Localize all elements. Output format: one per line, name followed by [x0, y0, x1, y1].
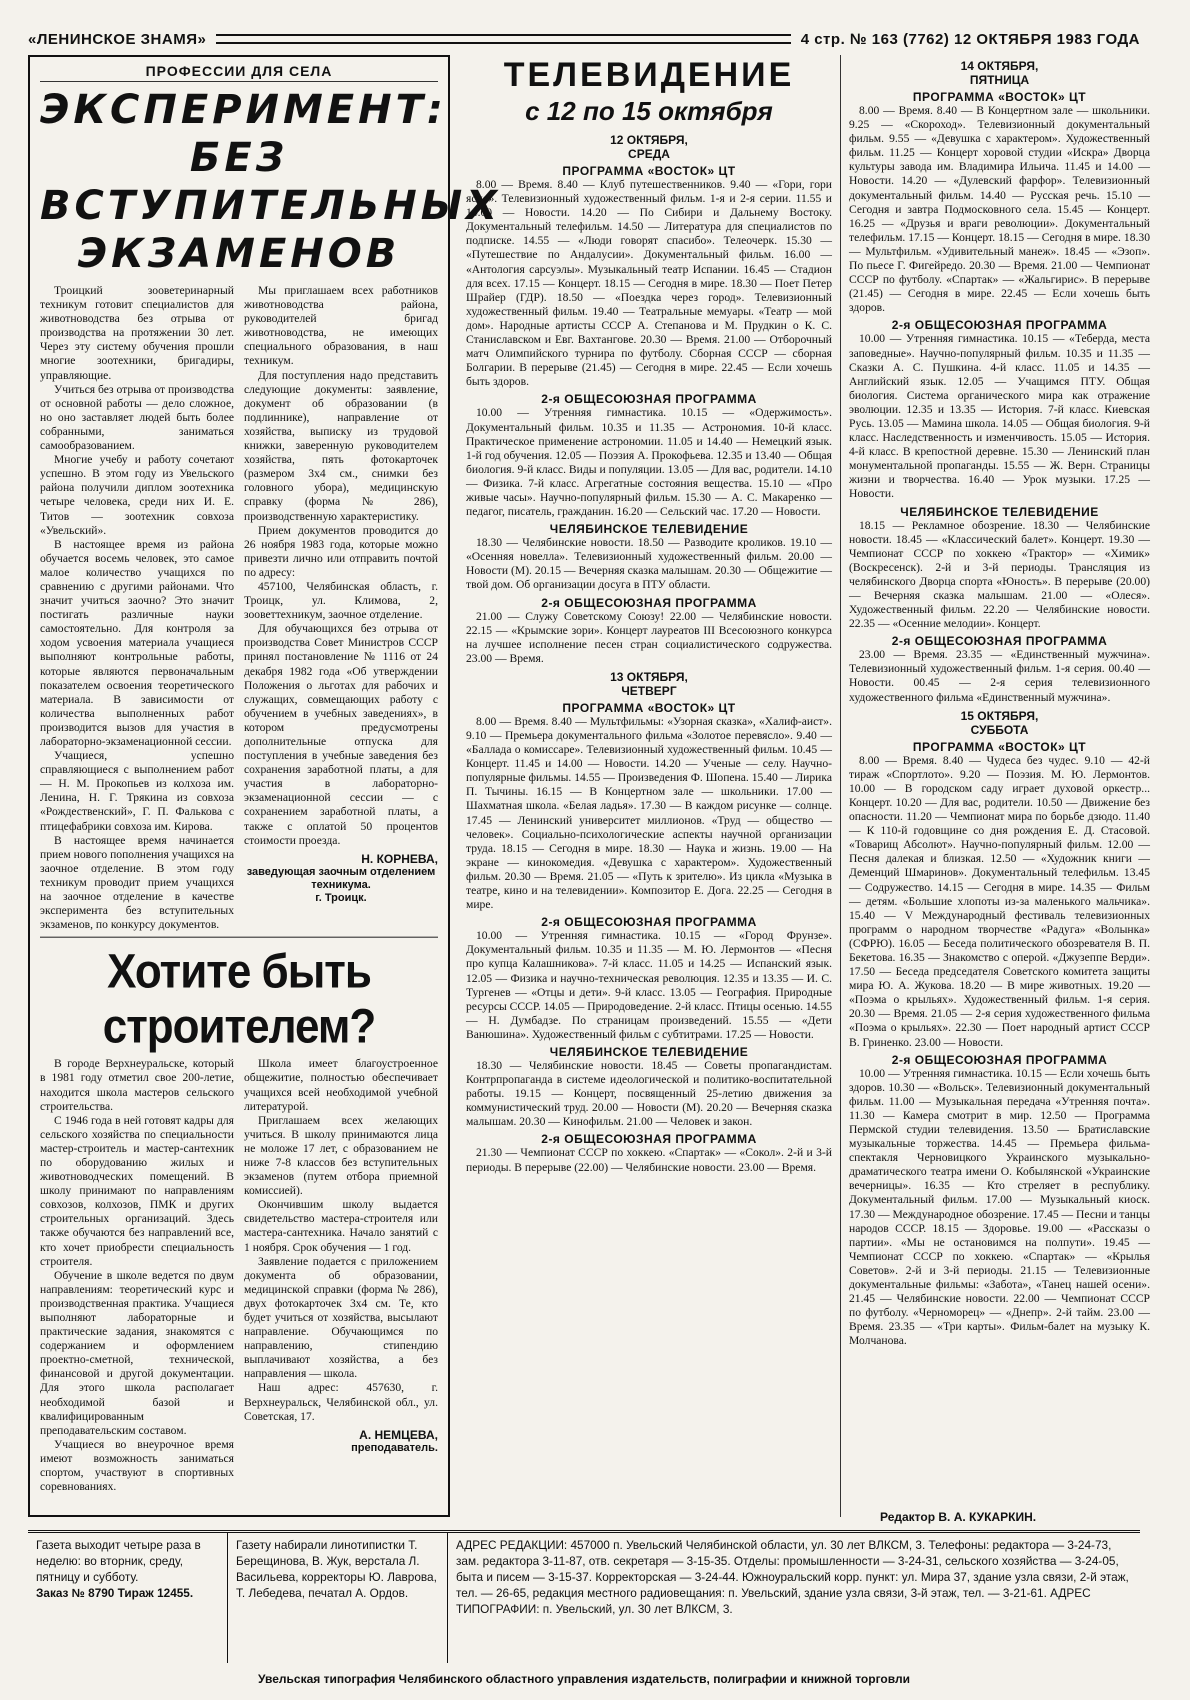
article1-signature-place: г. Троицк.: [315, 891, 367, 904]
tv-program-heading: ПРОГРАММА «ВОСТОК» ЦТ: [912, 90, 1087, 104]
tv-program-listing: 21.00 — Служу Советскому Союзу! 22.00 — Челябинские новости. 22.15 — «Крымские зори». Концерт лауреатов III Всесоюзного конкурса на лучшее исполнение песен стран социалистического содружества. 23.00 — Время.: [466, 609, 832, 665]
tv-program-heading: ПРОГРАММА «ВОСТОК» ЦТ: [562, 700, 736, 715]
article-paragraph: Мы приглашаем всех работников животноводства района, руководителей бригад животноводства, не имеющих специального образования, в наш техникум.: [244, 284, 438, 368]
article-paragraph: Приглашаем всех желающих учиться. В школу принимаются лица не моложе 17 лет, с образованием не ниже 7-8 классов без вступительных экзаменов (путем отбора приемной комиссией).: [244, 1113, 438, 1198]
article1-signature-role: заведующая заочным отделением техникума.: [246, 865, 436, 891]
printer-credit: Увельская типография Челябинского областного управления издательств, полиграфии и книжной торговли: [258, 1672, 910, 1686]
tv-program-heading: ЧЕЛЯБИНСКОЕ ТЕЛЕВИДЕНИЕ: [549, 1044, 749, 1059]
tv-program-heading: 2-я ОБЩЕСОЮЗНАЯ ПРОГРАММА: [541, 915, 757, 930]
tv-program-listing: 18.15 — Рекламное обозрение. 18.30 — Челябинские новости. 18.45 — «Классический балет». Концерт. 19.30 — Чемпионат СССР по хоккею «Трактор» — «Химик» (Воскресенск). 2-й и 3-й периоды. Трансляция из челябинского Дворца спорта «Юность». В перерыве (20.00) — Вечерняя сказка малышам. 21.00 — «Олеся». Художественный фильм. 22.20 — Челябинские новости. 22.35 — «Осенние мелодии». Концерт.: [849, 518, 1150, 631]
article1-headline-line: БЕЗ ВСТУПИТЕЛЬНЫХ: [40, 135, 502, 229]
tv-program-heading: 2-я ОБЩЕСОЮЗНАЯ ПРОГРАММА: [891, 318, 1108, 333]
article2-signature-role: преподаватель.: [351, 1441, 438, 1454]
issue-info: 4 стр. № 163 (7762) 12 ОКТЯБРЯ 1983 ГОДА: [800, 30, 1140, 48]
imprint-staff: [228, 1533, 448, 1663]
article-paragraph: Для обучающихся без отрыва от производства Совет Министров СССР принял постановление № 1116 от 24 декабря 1982 года «Об утверждении Положения о льготах для рабочих и служащих, совмещающих работу с обучением в учебных заведениях», в котором предусмотрены дополнительные отпуска для поступления в учебные заведения без сохранения заработной платы, а для участия в лабораторно-экзаменационной сессии — с сохранением заработной платы, а также с оплатой 50 процентов стоимости проезда.: [244, 622, 438, 847]
tv-program-listing: 8.00 — Время. 8.40 — В Концертном зале — школьники. 9.25 — «Скороход». Телевизионный документальный фильм. 9.55 — «Девушка с характером». Художественный фильм. 11.25 — Концерт хоровой студии «Искра» Дворца культуры завода им. Владимира Ильича. 11.45 и 14.00 — Новости. 14.20 — «Дулевский фарфор». Телевизионный документальный фильм. 14.40 — Русская речь. 15.10 — Сегодня и завтра Подмосковного села. 15.45 — Концерт. 16.25 — «Друзья и враги революции». Документальный телефильм. 17.15 — Концерт. 18.15 — Сегодня в мире. 18.30 — Мультфильм. «Удивительный манеж». 18.45 — «Эзоп». По пьесе Г. Фигейредо. 20.30 — Время. 21.00 — Чемпионат СССР по футболу. «Спартак» — «Жальгирис». В перерыве (21.45) — Сегодня в мире. 22.45 — Если хочешь быть здоров.: [849, 104, 1150, 315]
article1-headline-line: ЭКСПЕРИМЕНТ:: [40, 87, 447, 133]
article-paragraph: В настоящее время из района обучается восемь человек, это самое малое количество учащихся по сравнению с другими районами. Что значит учиться заочно? Это значит постигать различные науки самостоятельно. Для контроля за ходом усвоения материала учащиеся выполняют контрольные работы, которые являются первоначальным показателем освоения теоретического материала. В зависимости от количества выполненных работ производится вызов для участия в лабораторно-экзаменационной сессии.: [40, 537, 234, 748]
tv-day-date: 12 ОКТЯБРЯ,: [610, 133, 688, 147]
tv-program-listing: 10.00 — Утренняя гимнастика. 10.15 — «Теберда, места заповедные». Научно-популярный фильм. 10.35 и 11.35 — Сказки А. С. Пушкина. 4-й класс. 11.05 и 14.35 — Английский язык. 12.05 — Учащимся ПТУ. Общая биология. Система органического мира как отражение эволюции. 12.35 и 13.35 — История. 7-й класс. Киевская Русь. 13.05 — Мамина школа. 14.05 — Общая биология. 9-й класс. Наследственность и изменчивость. 15.05 — История. 4-й класс. В крепостной деревне. 15.30 — Ленинский план монументальной пропаганды. 15.55 — Ж. Верн. Страницы жизни и творчества. 16.40 — Урок музыки. 17.25 — Новости.: [849, 332, 1150, 501]
tv-program-listing: 8.00 — Время. 8.40 — Чудеса без чудес. 9.10 — 42-й тираж «Спортлото». 9.20 — Поэзия. М. Ю. Лермонтов. 10.00 — В городском саду играет духовой оркестр... Концерт. 10.20 — Для вас, родители. 10.50 — Движение без опасности. 11.20 — Чемпионат мира по борьбе дзюдо. 11.40 — К 110-й годовщине со дня рождения Е. Д. Стасовой. «Товарищ Абсолют». Научно-популярный фильм. 12.00 — Песня далекая и близкая. 12.50 — «Художник книги — Деменций Шмаринов». Документальный телефильм. 13.45 — Содружество. 14.15 — Сегодня в мире. 14.35 — Фильм — детям. «Большие хлопоты из-за маленького мальчика». 15.40 — V Международный фестиваль телевизионных программ о народном творчестве «Радуга» «Волынка» (СФРЮ). 16.05 — Беседа политического обозревателя В. П. Бекетова. 16.35 — Знакомство с оперой. «Джузеппе Верди». 17.50 — Беседа председателя Советского комитета защиты мира Ю. А. Жукова. 18.20 — В мире животных. 19.20 — «Поэма о крыльях». Художественный фильм. 1-я серия. 20.30 — Время. 21.05 — 2-я серия художественного фильма «Поэма о крыльях». 22.30 — Поет народный артист СССР В. Гриненко. 23.00 — Новости.: [849, 753, 1150, 1049]
article-paragraph: Учиться без отрыва от производства от основной работы — дело сложное, но оно заставляет людей быть более собранными, заниматься самообразованием.: [40, 382, 234, 453]
tv-program-listing: 10.00 — Утренняя гимнастика. 10.15 — Если хочешь быть здоров. 10.30 — «Вольск». Телевизионный документальный фильм. 11.00 — Музыкальная передача «Утренняя почта». 11.30 — Камера смотрит в мир. 12.50 — Программа Пермской студии телевидения. 13.50 — Братиславские музыкальные торжества. 14.45 — Премьера фильма-спектакля Черновицкого Украинского музыкально-драматического театра имени О. Кобылянской «Украинские вечерницы». 16.35 — Кто стреляет в республику. Документальный фильм. 17.00 — Музыкальный киоск. 17.30 — Международное обозрение. 17.45 — Песни и танцы народов СССР. 18.15 — Здоровье. 19.00 — «Рассказы о партии». «Мы не остановимся на полпути». 19.45 — Чемпионат СССР по хоккею. «Спартак» — «Крылья Советов». 2-й и 3-й периоды. 21.15 — Телевизионные документальные фильмы: «Забота», «Танец нашей осени». 21.45 — Челябинские новости. 22.00 — Чемпионат СССР по футболу. «Черноморец» — «Днепр». 2-й тайм. 23.00 — Время. 23.35 — «Три карты». Фильм-балет на музыку К. Молчанова.: [849, 1066, 1150, 1348]
imprint-schedule: [28, 1533, 228, 1663]
article-paragraph: Заявление подается с приложением документа об образовании, медицинской справки (форма № 286), двух фотокарточек 3х4 см. Те, кто будет учиться от хозяйства, высылают направление. Обучающимся по направлению, стипендию выплачивают хозяйства, а без направления — школа.: [244, 1254, 438, 1381]
article-paragraph: Школа имеет благоустроенное общежитие, полностью обеспечивает учащихся всей необходимой учебной литературой.: [244, 1057, 438, 1113]
articles-column: [28, 55, 502, 1517]
imprint-footer: [28, 1530, 1140, 1663]
article1-signature: Н. КОРНЕВА,: [361, 851, 438, 866]
article-paragraph: Обучение в школе ведется по двум направлениям: теоретический курс и производственная практика. Учащиеся выполняют лабораторные и практические задания, знакомятся с содержанием и оформлением проектно-сметной, технической, финансовой и другой документации. Для этого школа располагает необходимой базой и квалифицированным преподавательским составом.: [40, 1268, 234, 1437]
tv-program-heading: 2-я ОБЩЕСОЮЗНАЯ ПРОГРАММА: [541, 392, 757, 407]
order-text: Заказ № 8790 Тираж 12455.: [36, 1586, 194, 1600]
imprint-address: [448, 1533, 1140, 1663]
article2-signature: А. НЕМЦЕВА,: [359, 1427, 438, 1442]
tv-column-right: [840, 55, 1150, 1517]
tv-column-left: [466, 55, 832, 1517]
tv-program-heading: ЧЕЛЯБИНСКОЕ ТЕЛЕВИДЕНИЕ: [549, 522, 749, 537]
tv-program-listing: 10.00 — Утренняя гимнастика. 10.15 — «Одержимость». Документальный фильм. 10.35 и 11.35 — Астрономия. 10-й класс. Практическое применение астрономии. 11.05 и 14.40 — Немецкий язык. 1-й год обучения. 12.05 — Поэзия А. Прокофьева. 12.35 и 13.40 — Общая биология. 9-й класс. Виды и популяции. 13.05 — Для вас, родители. 14.10 — Физика. 7-й класс. Агрегатные состояния вещества. 15.10 — «Про живые часы». Научно-популярный фильм. 15.30 — А. С. Макаренко — педагог, писатель, гражданин. 16.20 — Сельский час. 17.20 — Новости.: [466, 406, 832, 519]
article2-body: [40, 1057, 438, 1494]
article1-headline-line: ЭКЗАМЕНОВ: [77, 231, 401, 277]
article1-headline: [40, 86, 502, 278]
tv-day-date: 15 ОКТЯБРЯ,: [960, 708, 1039, 723]
paper-name: «ЛЕНИНСКОЕ ЗНАМЯ»: [28, 30, 207, 48]
tv-program-heading: 2-я ОБЩЕСОЮЗНАЯ ПРОГРАММА: [891, 634, 1108, 649]
article2-col-b: [244, 1057, 438, 1494]
article2-headline: Хотите быть строителем?: [40, 937, 438, 1055]
article-paragraph: 457100, Челябинская область, г. Троицк, ул. Климова, 2, зооветтехникум, заочное отделение.: [244, 579, 438, 622]
article-paragraph: Учащиеся во внеурочное время имеют возможность заниматься спортом, участвуют в спортивных соревнованиях.: [40, 1437, 234, 1494]
article1-body: [40, 284, 438, 932]
tv-program-listing: 8.00 — Время. 8.40 — Мультфильмы: «Узорная сказка», «Халиф-аист». 9.10 — Премьера документального фильма «Золотое перевясло». 9.40 — «Баллада о комиссаре». Телевизионный художественный фильм. 10.45 — Концерт. 11.45 и 14.00 — Новости. 14.20 — Ученые — селу. Научно-популярные фильмы. 14.55 — Произведения Ф. Шопена. 15.40 — Лирика П. Тычины. 16.15 — В Концертном зале — школьники. 17.00 — Шахматная школа. «Белая ладья». 17.30 — В каждом рисунке — солнце. 17.45 — Ленинский университет миллионов. «Труд — общество — человек». Социально-психологические аспекты научной организации труда. 18.15 — Сегодня в мире. 18.30 — Наука и жизнь. 19.00 — На экране — кинокомедия. «Девушка с характером». Художественный фильм. 20.30 — Время. 21.05 — «Путь к зрителю». Из цикла «Музыка в театре, кино и на телевидении». Композитор Е. Дога. 22.25 — Сегодня в мире.: [466, 714, 832, 912]
tv-program-heading: 2-я ОБЩЕСОЮЗНАЯ ПРОГРАММА: [891, 1052, 1108, 1067]
article-paragraph: В городе Верхнеуральске, который в 1981 году отметил свое 200-летие, находится школа мастеров сельского строительства.: [40, 1057, 234, 1113]
tv-day-date: 14 ОКТЯБРЯ,: [960, 59, 1039, 73]
article-paragraph: Прием документов проводится до 26 ноября 1983 года, которые можно привезти лично или отправить почтой по адресу:: [244, 523, 438, 579]
tv-program-heading: ПРОГРАММА «ВОСТОК» ЦТ: [562, 164, 736, 178]
article2-col-a: [40, 1057, 234, 1494]
tv-program-listing: 10.00 — Утренняя гимнастика. 10.15 — «Город Фрунзе». Документальный фильм. 10.35 и 11.35 — М. Ю. Лермонтов — «Песня про купца Калашникова». 7-й класс. 11.05 и 14.25 — Испанский язык. 12.05 — Физика и научно-техническая революция. 12.35 и 13.35 — И. С. Тургенев — «Отцы и дети». 9-й класс. 13.05 — География. Природные ресурсы СССР. 14.05 — Природоведение. 2-й класс. Птицы осенью. 14.55 — Н. Думбадзе. По страницам произведений. 15.55 — «Дети Ванюшина». Художественный фильм с субтитрами. 17.25 — Новости.: [466, 929, 832, 1041]
tv-program-heading: 2-я ОБЩЕСОЮЗНАЯ ПРОГРАММА: [541, 595, 757, 610]
tv-program-listing: 23.00 — Время. 23.35 — «Единственный мужчина». Телевизионный художественный фильм. 1-я серия. 00.40 — Новости. 00.45 — 2-я серия телевизионного художественного фильма «Единственный мужчина».: [849, 648, 1150, 704]
masthead-rule: [216, 34, 790, 44]
tv-program-listing: 18.30 — Челябинские новости. 18.45 — Советы пропагандистам. Контрпропаганда в системе идеологической и политико-воспитательной работы. 19.15 — Концерт, посвященный 25-летию движения за коммунистический труд. 20.00 — Новости (М). 20.20 — Вечерняя сказка малышам. 20.30 — Кинофильм. 21.00 — Человек и закон.: [466, 1058, 832, 1129]
editor-credit: Редактор В. А. КУКАРКИН.: [880, 1510, 1037, 1524]
tv-program-heading: 2-я ОБЩЕСОЮЗНАЯ ПРОГРАММА: [541, 1132, 757, 1147]
tv-program-listing: 8.00 — Время. 8.40 — Клуб путешественников. 9.40 — «Гори, гори ясно». Телевизионный художественный фильм. 1-я и 2-я серии. 11.55 и 14.00 — Новости. 14.20 — По Сибири и Дальнему Востоку. Документальный телефильм. 14.50 — Литература для специалистов по подписке. 14.55 — «Люди говорят спасибо». Телеочерк. 15.30 — «Путешествие по Андалусии». Документальный фильм. 16.00 — «Антология сарсуэлы». Музыкальный театр Испании. 16.45 — Стадион для всех. 17.15 — Концерт. 18.15 — Сегодня в мире. 18.30 — Поет Петер Шрайер (ГДР). 18.50 — «Поездка через город». Телевизионный художественный фильм. 19.40 — Театральные мемуары. «Театр — мой дом». Народные артисты СССР А. Степанова и М. Прудкин о К. С. Станиславском и Евг. Вахтангове. 20.30 — Время. 21.00 — Отборочный матч Олимпийского турнира по футболу. Сборная СССР — сборная Болгарии. В перерыве (21.45) — Сегодня в мире. 22.45 — Если хочешь быть здоров.: [466, 178, 832, 389]
tv-subtitle: с 12 по 15 октября: [525, 96, 773, 126]
tv-program-heading: ПРОГРАММА «ВОСТОК» ЦТ: [912, 739, 1087, 754]
article1-col-b: [244, 284, 438, 932]
tv-day-date: 13 ОКТЯБРЯ,: [610, 669, 688, 684]
article-paragraph: В настоящее время начинается прием нового пополнения учащихся на заочное отделение. В этом году техникум проводит прием учащихся на заочное отделение в качестве эксперимента без вступительных экзаменов, по конкурсу документов.: [40, 833, 234, 932]
address-text: АДРЕС РЕДАКЦИИ: 457000 п. Увельский Челябинской области, ул. 30 лет ВЛКСМ, 3. Телефоны: редактора — 3-24-73, зам. редактора 3-11-87, отв. секретаря — 3-15-35. Отделы: промышленности — 3-24-31, сельского хозяйства — 3-24-05, быта и писем — 3-15-37. Корректорская — 3-24-44. Южноуральский корр. пункт: ул. Мира 37, здание узла связи, 2-й этаж, тел. — 26-65, редакция местного радиовещания: п. Увельский, здание узла связи, 3-й этаж, тел. — 3-21-61. АДРЕС ТИПОГРАФИИ: п. Увельский, ул. 30 лет ВЛКСМ, 3.: [456, 1538, 1129, 1616]
article-paragraph: Для поступления надо представить следующие документы: заявление, документ об образовании (в подлиннике), направление от хозяйства, выписку из трудовой книжки, заверенную руководителем хозяйства, пять фотокарточек (размером 3х4 см., снимки без головного убора), медицинскую справку (форма № 286), производственную характеристику.: [244, 368, 438, 523]
tv-title: ТЕЛЕВИДЕНИЕ: [503, 56, 795, 94]
tv-day-weekday: ЧЕТВЕРГ: [621, 683, 677, 698]
tv-day-weekday: ПЯТНИЦА: [969, 73, 1030, 87]
tv-program-listing: 21.30 — Чемпионат СССР по хоккею. «Спартак» — «Сокол». 2-й и 3-й периоды. В перерыве (22.00) — Челябинские новости. 23.00 — Время.: [466, 1146, 832, 1174]
article-paragraph: Учащиеся, успешно справляющиеся с выполнением работ — Н. М. Прокопьев из колхоза им. Ленина, Н. Г. Трякина из совхоза «Рождественский», Г. П. Фалькова с птицефабрики совхоза им. Кирова.: [40, 749, 234, 833]
article-paragraph: С 1946 года в ней готовят кадры для сельского хозяйства по специальности мастер-строитель и мастер-сантехник по оборудованию жилых и животноводческих помещений. В школу принимают по направлениям совхозов, колхозов, ПМК и других строительных организаций. Здесь также обучаются без направлений все, кто хочет приобрести специальность строителя.: [40, 1113, 234, 1268]
tv-program-listing: 18.30 — Челябинские новости. 18.50 — Разводите кроликов. 19.10 — «Осенняя новелла». Телевизионный художественный фильм. 20.00 — Новости (М). 20.15 — Вечерняя сказка малышам. 20.30 — Общежитие — твой дом. Об организации досуга в ПТУ области.: [466, 536, 832, 592]
tv-program-heading: ЧЕЛЯБИНСКОЕ ТЕЛЕВИДЕНИЕ: [900, 504, 1099, 519]
article-paragraph: Троицкий зооветеринарный техникум готовит специалистов для животноводства без отрыва от производства на протяжении 30 лет. Через эту систему обучения прошли многие зоотехники, бригадиры, управляющие.: [40, 284, 234, 382]
article1-kicker: ПРОФЕССИИ ДЛЯ СЕЛА: [40, 63, 438, 82]
staff-text: Газету набирали линотипистки Т. Берещинова, В. Жук, верстала Л. Васильева, корректоры Ю. Лаврова, Т. Лебедева, печатал А. Ордов.: [236, 1538, 437, 1600]
masthead: [28, 28, 1140, 50]
article1-col-a: [40, 284, 234, 932]
tv-day-weekday: СУББОТА: [970, 722, 1029, 737]
article-paragraph: Наш адрес: 457630, г. Верхнеуральск, Челябинской обл., ул. Советская, 17.: [244, 1381, 438, 1423]
tv-day-weekday: СРЕДА: [628, 147, 670, 161]
article-paragraph: Многие учебу и работу сочетают успешно. В этом году из Увельского района получили диплом зоотехника четыре человека, среди них И. Е. Титов — зоотехник совхоза «Увельский».: [40, 453, 234, 537]
article-paragraph: Окончившим школу выдается свидетельство мастера-строителя или мастера-сантехника. Начало занятий с 1 ноября. Срок обучения — 1 год.: [244, 1198, 438, 1254]
schedule-text: Газета выходит четыре раза в неделю: во вторник, среду, пятницу и субботу.: [36, 1538, 201, 1584]
